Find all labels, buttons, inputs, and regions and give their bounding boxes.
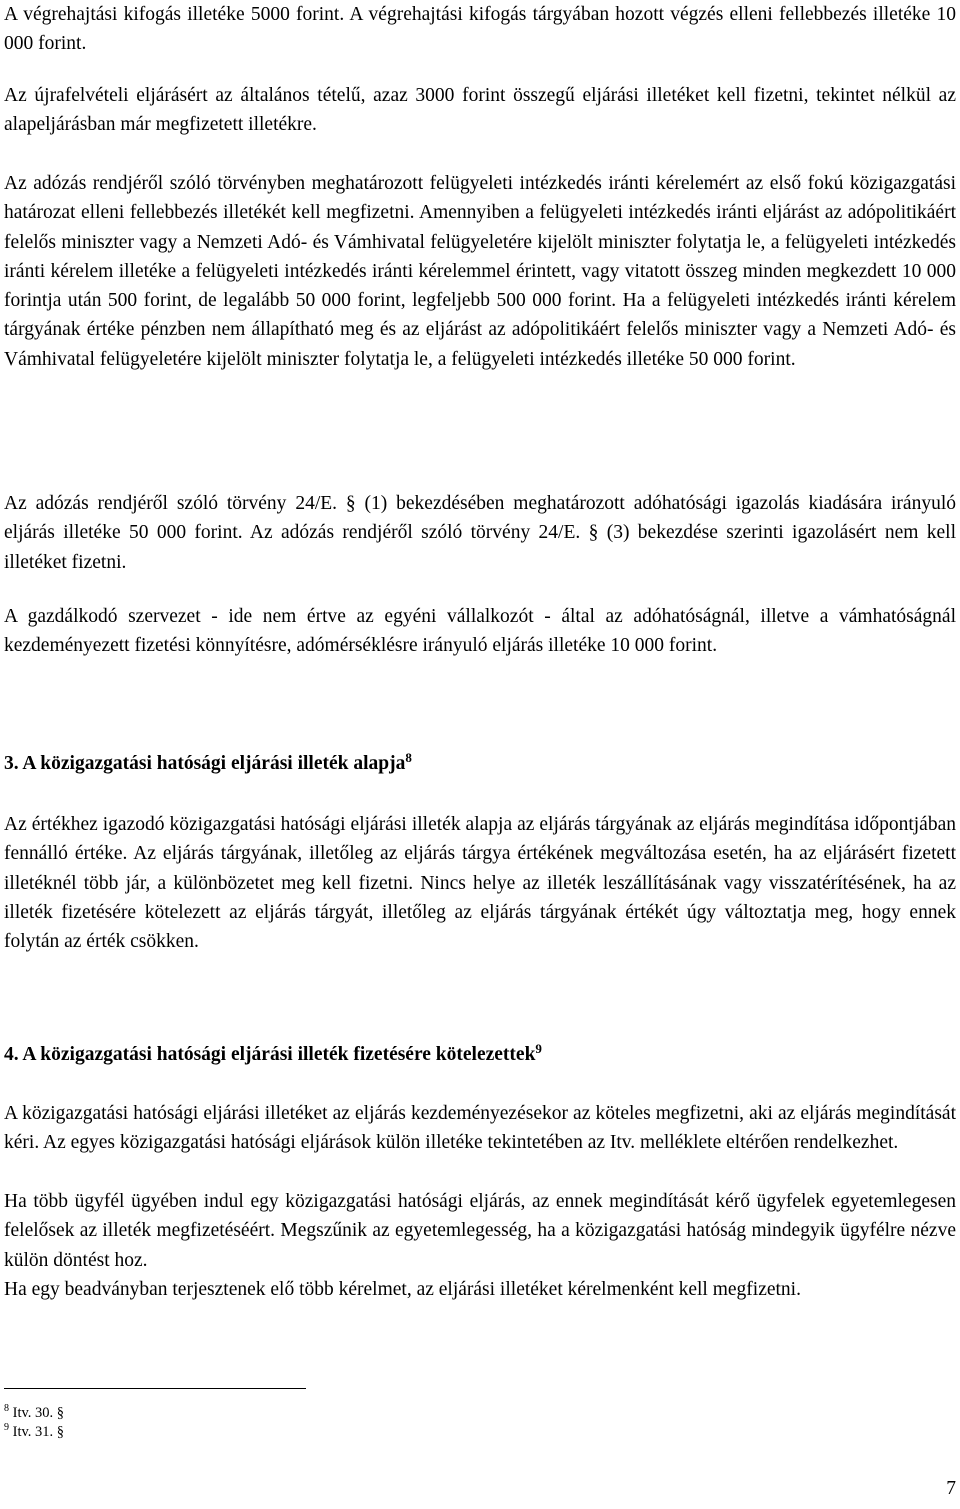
paragraph-obligated-party: A közigazgatási hatósági eljárási illetéket az eljárás kezdeményezésekor az köteles megfizetni, aki az eljárás megindítását kéri. Az egyes közigazgatási hatósági eljárások külön illetéke tekintetében az Itv. melléklete eltérően rendelkezhet. <box>4 1103 956 1154</box>
section-heading-3 <box>4 749 956 778</box>
paragraph-fee-base: Az értékhez igazodó közigazgatási hatósági eljárási illeték alapja az eljárás tárgyának az eljárás megindítása időpontjában fennálló értéke. Az eljárás tárgyának, illetőleg az eljárás tárgya értékének megváltozása esetén, ha az eljárásért fizetett illetéknél több jár, a különbözetet meg kell fizetni. Nincs helye az illeték leszállításának vagy visszatérítésének, ha az illeték fizetésére kötelezett az eljárás tárgyát, illetőleg az eljárás tárgyának értékét úgy változtatja meg, hogy ennek folytán az érték csökken. <box>4 814 956 953</box>
paragraph-supervisory-measure: Az adózás rendjéről szóló törvényben meghatározott felügyeleti intézkedés iránti kérelemért az első fokú közigazgatási határozat elleni fellebbezés illetékét kell megfizetni. Amennyiben a felügyeleti intézkedés iránti eljárást az adópolitikáért felelős miniszter vagy a Nemzeti Adó- és Vámhivatal felügyeletére kijelölt miniszter folytatja le, a felügyeleti intézkedés iránti kérelem illetéke a felügyeleti intézkedés iránti kérelemmel érintett, vagy vitatott összeg minden megkezdett 10 000 forintja után 500 forint, de legalább 50 000 forint, legfeljebb 500 000 forint. Ha a felügyeleti intézkedés iránti kérelem tárgyának értéke pénzben nem állapítható meg és az eljárást az adópolitikáért felelős miniszter vagy a Nemzeti Adó- és Vámhivatal felügyeletére kijelölt miniszter folytatja le, a felügyeleti intézkedés illetéke 50 000 forint. <box>4 173 956 370</box>
paragraph-enforcement-objection: A végrehajtási kifogás illetéke 5000 forint. A végrehajtási kifogás tárgyában hozott végzés elleni fellebbezés illetéke 10 000 forint. <box>4 4 956 55</box>
section-heading-4 <box>4 1040 956 1069</box>
footnote-text: Itv. 30. § <box>12 1405 65 1421</box>
footnote-item <box>4 1423 64 1442</box>
footnote-number: 9 <box>4 1422 9 1433</box>
footnote-ref-8: 8 <box>405 749 412 765</box>
footnote-number: 8 <box>4 1403 9 1414</box>
footnote-separator <box>4 1388 306 1389</box>
footnote-text: Itv. 31. § <box>12 1424 65 1440</box>
footnote-item <box>4 1404 64 1423</box>
paragraph-payment-relief: A gazdálkodó szervezet - ide nem értve az egyéni vállalkozót - által az adóhatóságnál, illetve a vámhatóságnál kezdeményezett fizetési könnyítésre, adómérséklésre irányuló eljárás illetéke 10 000 forint. <box>4 606 956 657</box>
section-heading-4-text: 4. A közigazgatási hatósági eljárási illeték fizetésére kötelezettek <box>4 1044 536 1065</box>
paragraph-tax-certificate: Az adózás rendjéről szóló törvény 24/E. § (1) bekezdésében meghatározott adóhatósági igazolás kiadására irányuló eljárás illetéke 50 000 forint. Az adózás rendjéről szóló törvény 24/E. § (3) bekezdése szerinti igazolásért nem kell illetéket fizetni. <box>4 493 956 573</box>
footnote-ref-9: 9 <box>535 1040 542 1056</box>
page-number: 7 <box>946 1478 956 1499</box>
paragraph-retrial-fee: Az újrafelvételi eljárásért az általános tételű, azaz 3000 forint összegű eljárási illetéket kell fizetni, tekintet nélkül az alapeljárásban már megfizetett illetékre. <box>4 85 956 136</box>
paragraph-joint-liability: Ha több ügyfél ügyében indul egy közigazgatási hatósági eljárás, az ennek megindítását kérő ügyfelek egyetemlegesen felelősek az illeték megfizetéséért. Megszűnik az egyetemlegesség, ha a közigazgatási hatóság mindegyik ügyfélre nézve külön döntést hoz. <box>4 1191 956 1271</box>
paragraph-multiple-requests: Ha egy beadványban terjesztenek elő több kérelmet, az eljárási illetéket kérelmenként kell megfizetni. <box>4 1279 801 1300</box>
section-heading-3-text: 3. A közigazgatási hatósági eljárási illeték alapja <box>4 753 406 774</box>
footnotes <box>4 1404 64 1442</box>
